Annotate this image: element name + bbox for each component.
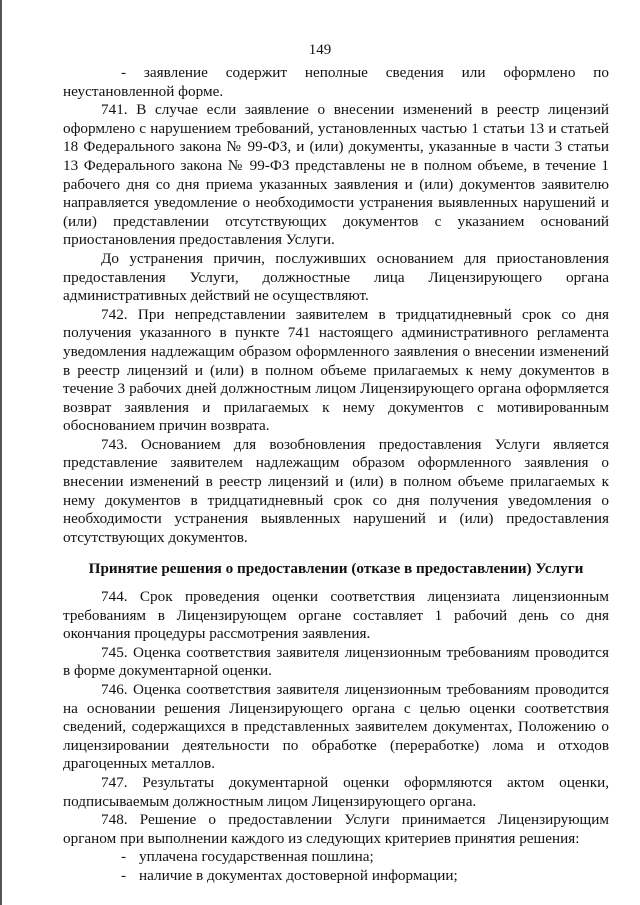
section-heading: Принятие решения о предоставлении (отказе в предоставлении) Услуги	[88, 560, 584, 578]
list-item-text: уплачена государственная пошлина;	[139, 848, 374, 866]
document-body	[63, 64, 609, 886]
bullet-dash: -	[121, 848, 127, 866]
paragraph-743: 743. Основанием для возобновления предоставления Услуги является представление заявителем надлежащим образом оформленного заявления о внесении изменений в реестр лицензий и (или) в полном объеме прилагаемых к нему документов в тридцатидневный срок со дня получения уведомления о необходимости устранения выявленных нарушений и (или) предоставления отсутствующих документов.	[63, 435, 609, 546]
paragraph-744: 744. Срок проведения оценки соответствия лицензиата лицензионным требованиям в Лицензирующем органе составляет 1 рабочий день со дня окончания процедуры рассмотрения заявления.	[63, 588, 609, 643]
page-number: 149	[308, 42, 332, 58]
page-left-edge	[0, 0, 2, 905]
paragraph-741-note: До устранения причин, послуживших основанием для приостановления предоставления Услуги, должностные лица Лицензирующего органа административных действий не осуществляют.	[63, 249, 609, 305]
list-item	[63, 867, 609, 886]
paragraph-742: 742. При непредставлении заявителем в тридцатидневный срок со дня получения указанного в пункте 741 настоящего административного регламента уведомления надлежащим образом оформленного заявления о внесении изменений в реестр лицензий и (или) в полном объеме прилагаемых к нему документов в течение 3 рабочих дней должностным лицом Лицензирующего органа оформляется возврат заявления и прилагаемых к нему документов с мотивированным обоснованием причин возврата.	[63, 305, 609, 435]
paragraph-745: 745. Оценка соответствия заявителя лицензионным требованиям проводится в форме документарной оценки.	[63, 643, 609, 680]
bullet-dash: -	[121, 866, 127, 884]
paragraph-748: 748. Решение о предоставлении Услуги принимается Лицензирующим органом при выполнении каждого из следующих критериев принятия решения:	[63, 811, 609, 847]
list-item-text: наличие в документах достоверной информации;	[139, 866, 458, 884]
list-item	[63, 848, 609, 867]
paragraph-746: 746. Оценка соответствия заявителя лицензионным требованиям проводится на основании решения Лицензирующего органа с целью оценки соответствия сведений, содержащихся в представленных заявителем документах, Положению о лицензировании деятельности по обработке (переработке) лома и отходов драгоценных металлов.	[63, 681, 609, 773]
paragraph-741: 741. В случае если заявление о внесении изменений в реестр лицензий оформлено с нарушением требований, установленных частью 1 статьи 13 и статьей 18 Федерального закона № 99-ФЗ, и (или) документы, указанные в части 3 статьи 13 Федерального закона № 99-ФЗ представлены не в полном объеме, в течение 1 рабочего дня со дня приема указанных заявления и (или) документов заявителю направляется уведомление о необходимости устранения выявленных нарушений и (или) представлении отсутствующих документов с указанием оснований приостановления предоставления Услуги.	[63, 101, 609, 249]
paragraph-continuation: - заявление содержит неполные сведения или оформлено по неустановленной форме.	[63, 64, 609, 100]
paragraph-747: 747. Результаты документарной оценки оформляются актом оценки, подписываемым должностным лицом Лицензирующего органа.	[63, 773, 609, 810]
